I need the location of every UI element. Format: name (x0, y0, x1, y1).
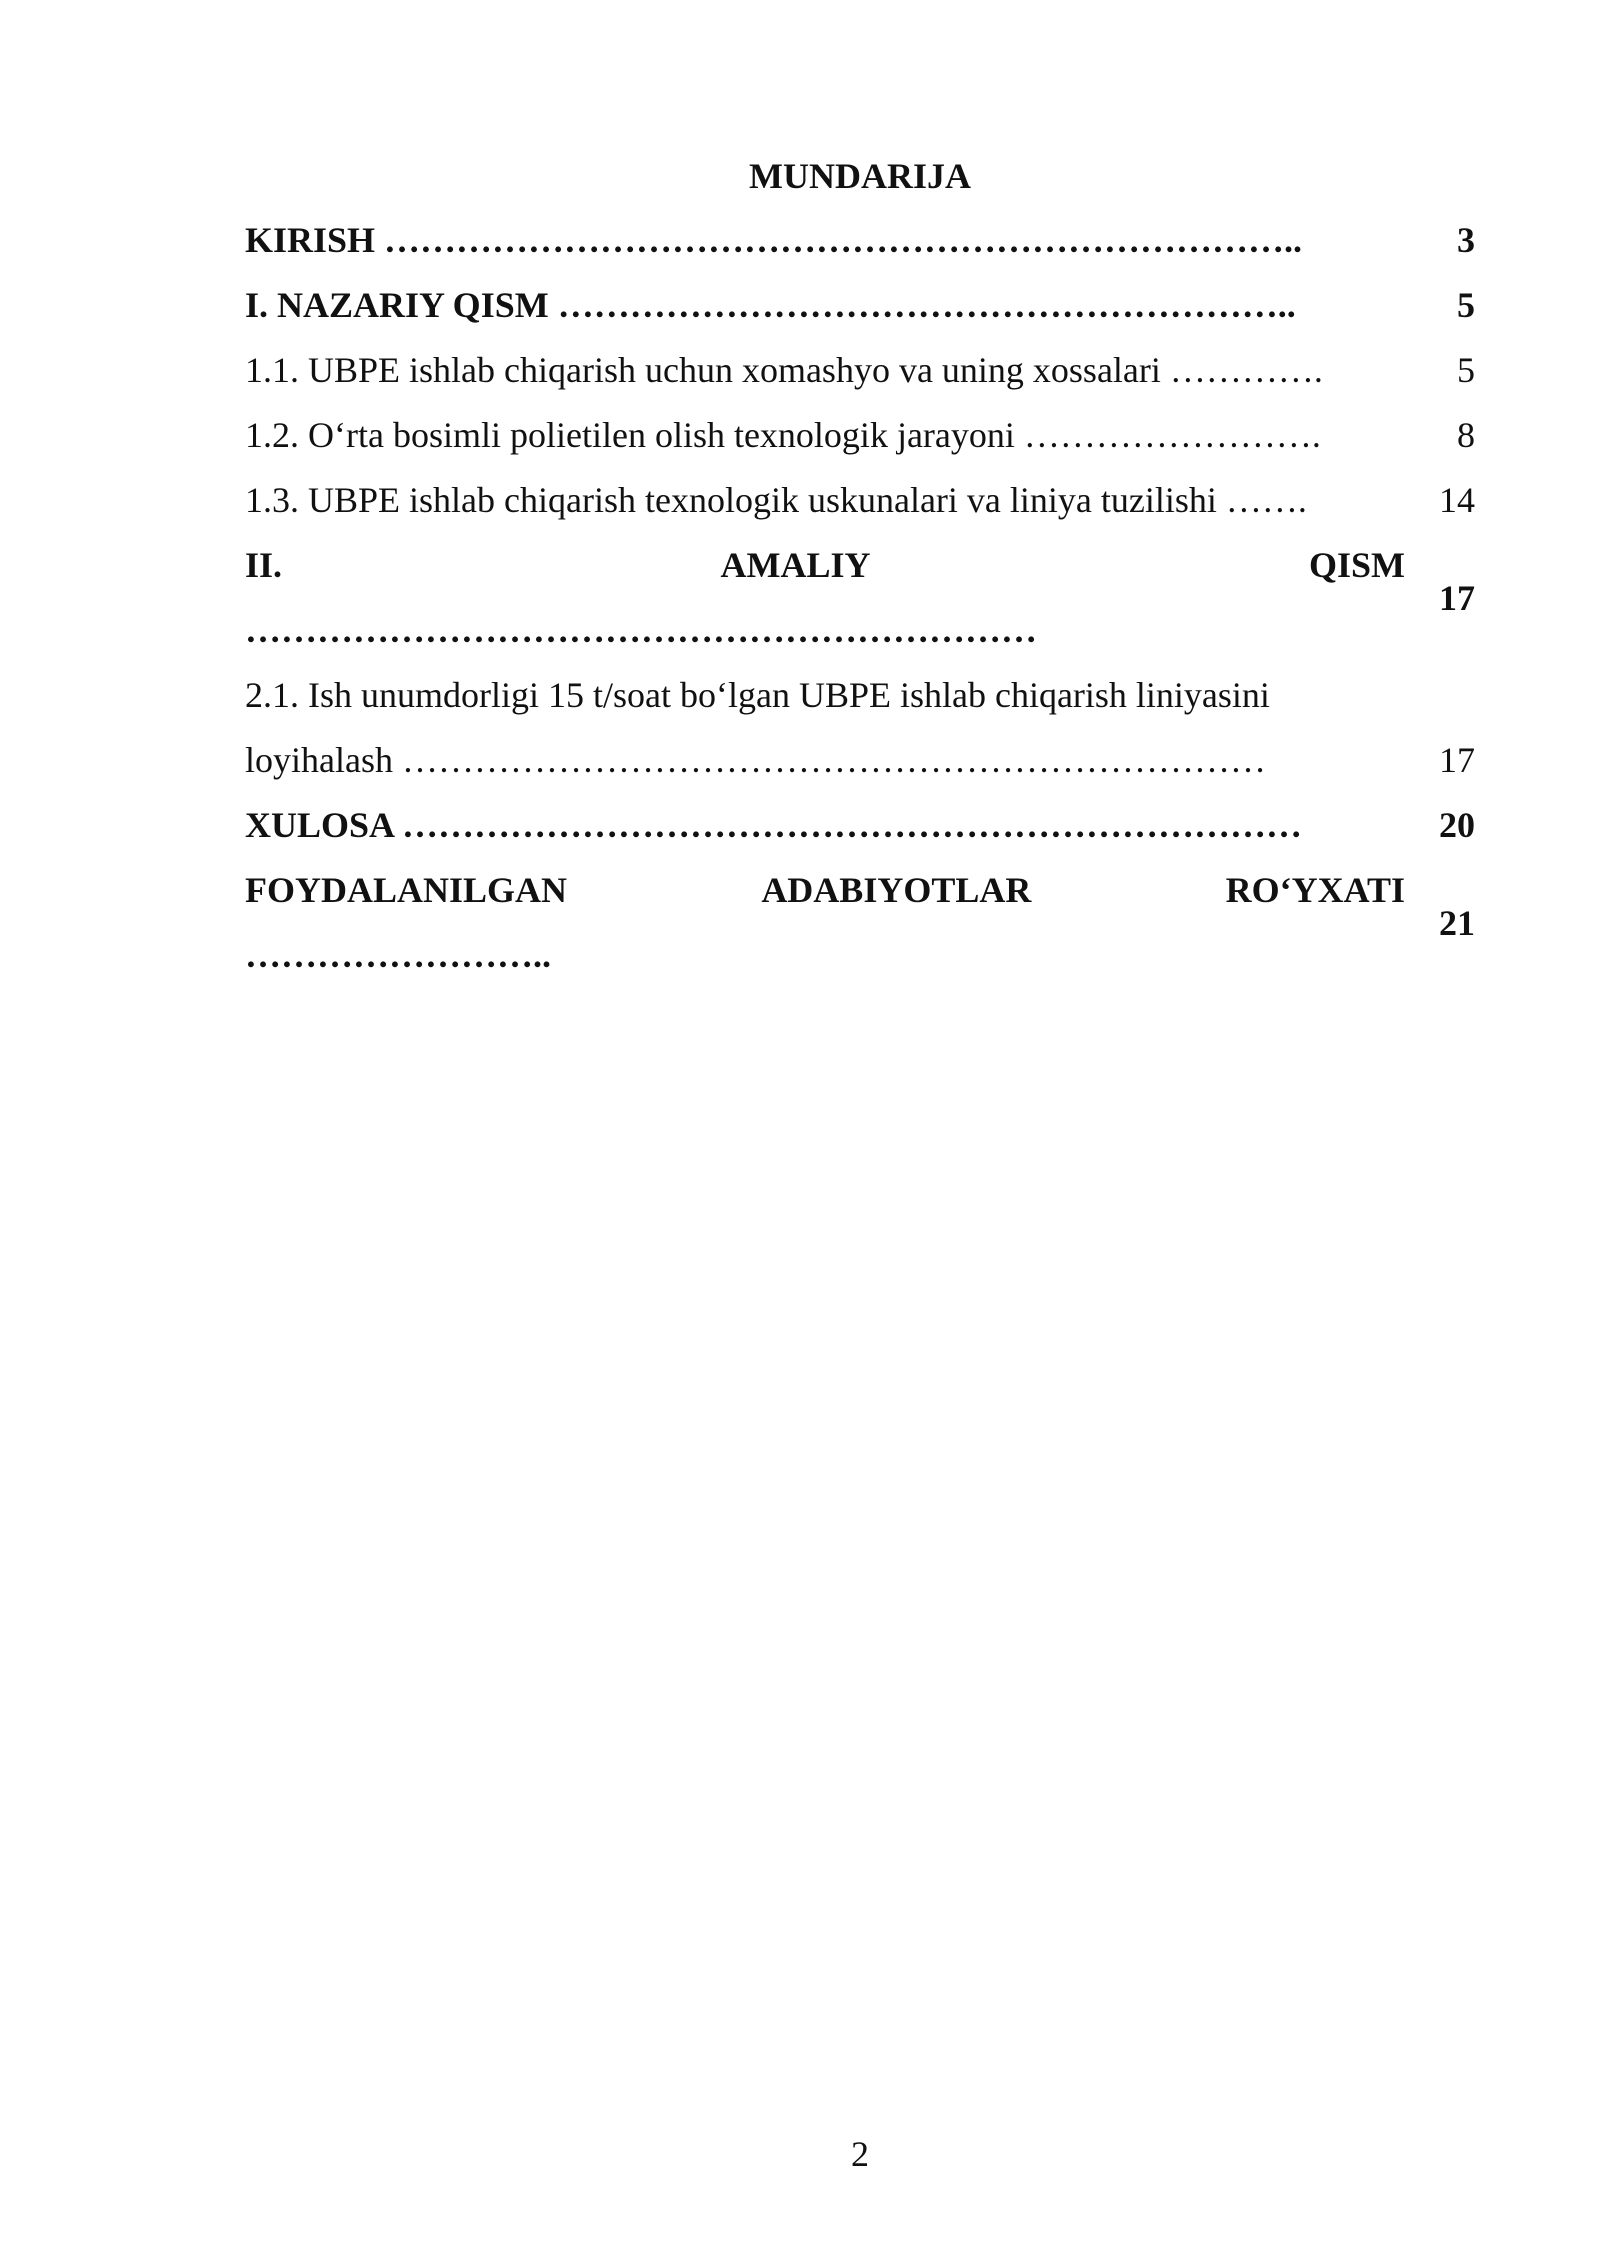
toc-entry-page: 21 (1439, 902, 1475, 943)
toc-entry-adabiyotlar (245, 858, 1475, 988)
toc-word: AMALIY (720, 545, 871, 585)
toc-entry-line1: 2.1. Ish unumdorligi 15 t/soat bo‘lgan UBPE ishlab chiqarish liniyasini (245, 675, 1270, 715)
toc-entry-text: 1.1. UBPE ishlab chiqarish uchun xomashyo va uning xossalari …………. (245, 350, 1323, 390)
toc-entry-kirish (245, 208, 1475, 273)
toc-entry-words (245, 858, 1405, 923)
toc-entry-line2: loyihalash ……………………………………………………………… (245, 740, 1266, 780)
toc-word: FOYDALANILGAN (245, 870, 568, 910)
toc-entry-page: 3 (1457, 220, 1475, 260)
toc-entry-page: 5 (1457, 350, 1475, 390)
toc-entry-page: 8 (1457, 415, 1475, 455)
toc-entry-nazariy-qism (245, 273, 1475, 338)
toc-entry-page: 20 (1439, 805, 1475, 845)
toc-entry-2-1 (245, 663, 1475, 793)
toc-entry-words (245, 533, 1405, 598)
toc-entry-1-2 (245, 403, 1475, 468)
toc-entry-text (245, 663, 1405, 793)
toc-word: RO‘YXATI (1225, 870, 1405, 910)
toc-entry-text: KIRISH ………………………………………………………………….. (245, 220, 1303, 260)
toc-entry-text (245, 858, 1405, 988)
toc-entry-page: 5 (1457, 285, 1475, 325)
toc-entry-1-1 (245, 338, 1475, 403)
toc-entry-page: 17 (1439, 577, 1475, 618)
toc-entry-leader: ………………………………………………………… (245, 610, 1037, 650)
toc-entry-text: 1.2. O‘rta bosimli polietilen olish texnologik jarayoni ……………………. (245, 415, 1321, 455)
toc-entry-text (245, 533, 1405, 663)
toc-entry-text: I. NAZARIY QISM …………………………………………………….. (245, 285, 1296, 325)
toc-entry-amaliy-qism (245, 533, 1475, 663)
page-number: 2 (851, 2134, 869, 2174)
toc-word: ADABIYOTLAR (761, 870, 1032, 910)
toc-entry-text: 1.3. UBPE ishlab chiqarish texnologik uskunalari va liniya tuzilishi ……. (245, 480, 1307, 520)
toc-entry-1-3 (245, 468, 1475, 533)
toc-word: II. (245, 545, 283, 585)
toc-entry-leader: …………………….. (245, 935, 551, 975)
table-of-contents (245, 208, 1475, 988)
toc-entry-page: 17 (1439, 740, 1475, 780)
toc-word: QISM (1308, 545, 1405, 585)
page-title: MUNDARIJA (749, 156, 971, 196)
toc-entry-text: XULOSA ………………………………………………………………… (245, 805, 1303, 845)
toc-entry-page: 14 (1439, 480, 1475, 520)
toc-entry-xulosa (245, 793, 1475, 858)
